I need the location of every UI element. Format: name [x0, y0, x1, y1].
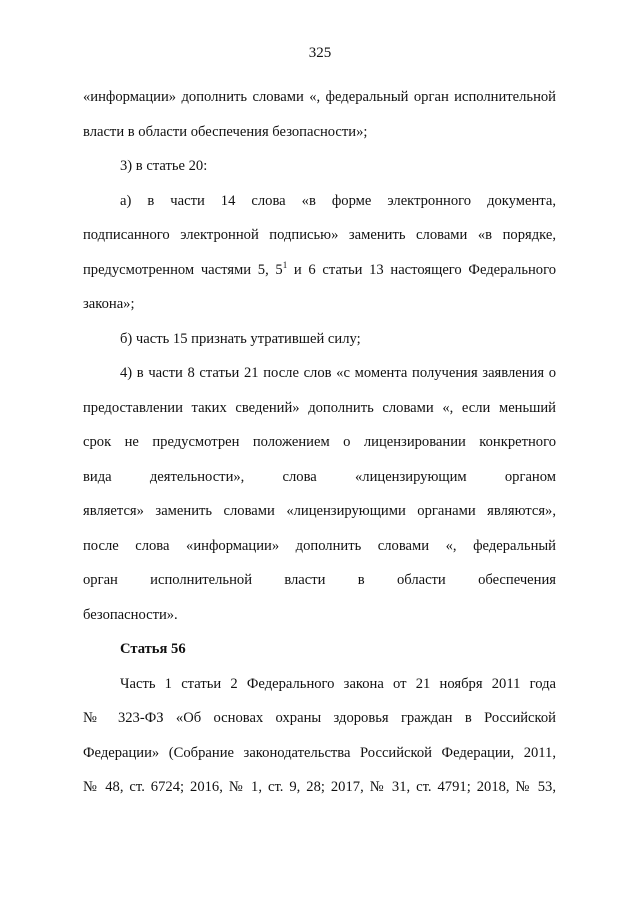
text-line: после слова «информации» дополнить словами «, федеральный [83, 537, 556, 554]
text-line: безопасности». [83, 606, 178, 623]
text-fragment: и 6 статьи 13 настоящего Федерального [287, 261, 556, 278]
superscript: 1 [282, 259, 288, 270]
text-line: власти в области обеспечения безопасности»; [83, 123, 368, 140]
text-line: № 323-ФЗ «Об основах охраны здоровья граждан в Российской [83, 710, 556, 726]
text-line: предоставлении таких сведений» дополнить словами «, если меньший [83, 399, 556, 416]
text-line: срок не предусмотрен положением о лицензировании конкретного [83, 434, 556, 450]
text-line: 4) в части 8 статьи 21 после слов «с момента получения заявления о [120, 365, 556, 381]
text-fragment: предусмотренном частями 5, 5 [83, 261, 283, 278]
text-line: 3) в статье 20: [120, 158, 208, 174]
text-line: а) в части 14 слова «в форме электронного документа, [120, 192, 556, 209]
text-line: № 48, ст. 6724; 2016, № 1, ст. 9, 28; 2017, № 31, ст. 4791; 2018, № 53, [83, 779, 556, 795]
text-line: Часть 1 статьи 2 Федерального закона от 21 ноября 2011 года [120, 675, 556, 692]
text-line: подписанного электронной подписью» заменить словами «в порядке, [83, 227, 556, 243]
document-body [83, 80, 556, 805]
text-line: является» заменить словами «лицензирующими органами являются», [83, 503, 556, 519]
text-line: Федерации» (Собрание законодательства Российской Федерации, 2011, [83, 744, 556, 761]
text-line: орган исполнительной власти в области обеспечения [83, 572, 556, 588]
text-line: закона»; [83, 296, 135, 312]
article-heading: Статья 56 [120, 641, 186, 657]
text-line: «информации» дополнить словами «, федеральный орган исполнительной [83, 89, 556, 105]
text-line: вида деятельности», слова «лицензирующим органом [83, 468, 556, 485]
text-line: б) часть 15 признать утратившей силу; [120, 330, 361, 347]
page-number: 325 [308, 45, 332, 61]
text-line [83, 253, 556, 288]
